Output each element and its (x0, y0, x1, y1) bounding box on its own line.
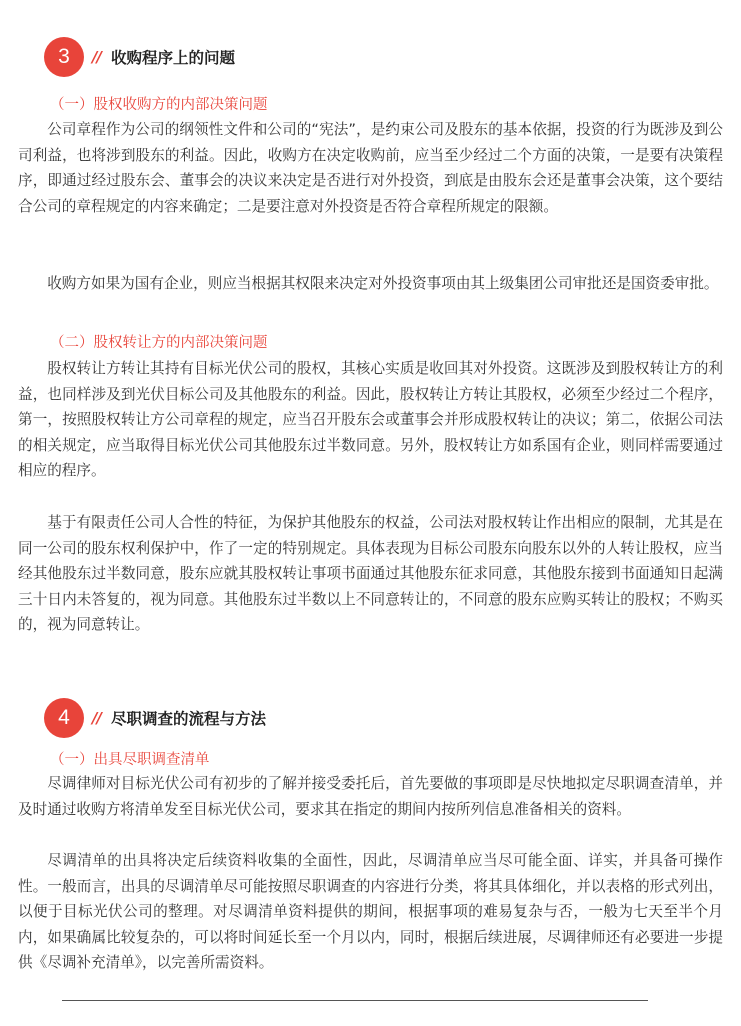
section-title: 尽职调查的流程与方法 (110, 710, 266, 728)
section-4-header (44, 698, 266, 738)
paragraph: 尽调清单的出具将决定后续资料收集的全面性，因此，尽调清单应当尽可能全面、详实，并具备可操作性。一般而言，出具的尽调清单尽可能按照尽职调查的内容进行分类，将其具体细化，并以表格的形式列出，以便于目标光伏公司的整理。对尽调清单资料提供的期间，根据事项的难易复杂与否，一般为七天至半个月内，如果确属比较复杂的，可以将时间延长至一个月以内，同时，根据后续进展，尽调律师还有必要进一步提供《尽调补充清单》，以完善所需资料。 (18, 852, 723, 972)
paragraph: 尽调律师对目标光伏公司有初步的了解并接受委托后，首先要做的事项即是尽快地拟定尽职调查清单，并及时通过收购方将清单发至目标光伏公司，要求其在指定的期间内按所列信息准备相关的资料。 (18, 775, 723, 818)
subsection-heading: （一）股权收购方的内部决策问题 (50, 97, 268, 113)
subsection-heading: （一）出具尽职调查清单 (50, 752, 210, 768)
paragraph: 收购方如果为国有企业，则应当根据其权限来决定对外投资事项由其上级集团公司审批还是国资委审批。 (47, 275, 719, 292)
section-3-header (44, 37, 235, 77)
subsection-heading: （二）股权转让方的内部决策问题 (50, 335, 268, 351)
slash-decoration: // (92, 48, 101, 66)
bottom-divider (62, 1000, 648, 1001)
section-number-badge: 3 (44, 37, 84, 77)
paragraph: 公司章程作为公司的纲领性文件和公司的“宪法”，是约束公司及股东的基本依据，投资的行为既涉及到公司利益，也将涉到股东的利益。因此，收购方在决定收购前，应当至少经过二个方面的决策，一是要有决策程序，即通过经过股东会、董事会的决议来决定是否进行对外投资，到底是由股东会还是董事会决策，这个要结合公司的章程规定的内容来确定；二是要注意对外投资是否符合章程所规定的限额。 (18, 121, 723, 215)
section-title: 收购程序上的问题 (110, 49, 235, 67)
slash-decoration: // (92, 709, 101, 727)
section-number-badge: 4 (44, 698, 84, 738)
paragraph: 基于有限责任公司人合性的特征，为保护其他股东的权益，公司法对股权转让作出相应的限制，尤其是在同一公司的股东权利保护中，作了一定的特别规定。具体表现为目标公司股东向股东以外的人转让股权，应当经其他股东过半数同意，股东应就其股权转让事项书面通过其他股东征求同意，其他股东接到书面通知日起满三十日内未答复的，视为同意。其他股东过半数以上不同意转让的，不同意的股东应购买转让的股权；不购买的，视为同意转让。 (18, 514, 723, 634)
paragraph: 股权转让方转让其持有目标光伏公司的股权，其核心实质是收回其对外投资。这既涉及到股权转让方的利益，也同样涉及到光伏目标公司及其他股东的利益。因此，股权转让方转让其股权，必须至少经过二个程序，第一，按照股权转让方公司章程的规定，应当召开股东会或董事会并形成股权转让的决议；第二，依据公司法的相关规定，应当取得目标光伏公司其他股东过半数同意。另外，股权转让方如系国有企业，则同样需要通过相应的程序。 (18, 360, 723, 480)
